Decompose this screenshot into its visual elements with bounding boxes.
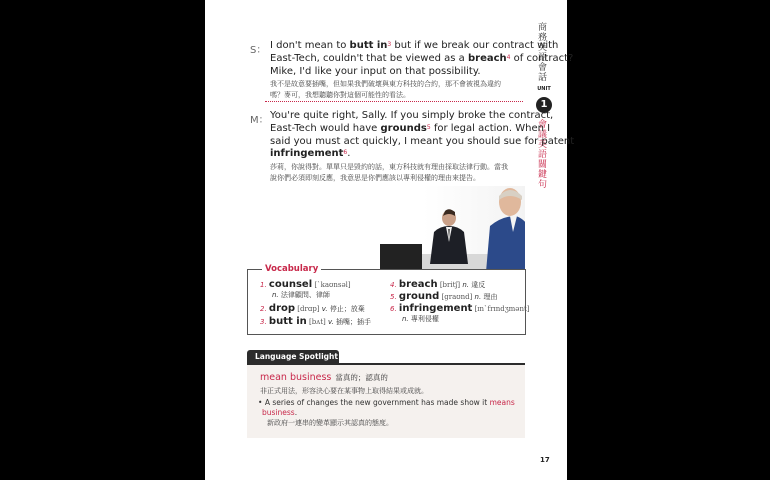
business-meeting-photo xyxy=(380,186,525,272)
spotlight-phrase: mean business 當真的；認真的 xyxy=(260,372,388,383)
dialog-line: You're quite right, Sally. If you simply broke the contract, xyxy=(270,110,554,121)
speaker-m: M： xyxy=(250,115,269,126)
page-number: 17 xyxy=(540,456,550,464)
vocabulary-title: Vocabulary xyxy=(262,264,321,274)
vocab-item: 2. drop [drɑp] v. 停止；放棄 xyxy=(260,303,365,314)
unit-subtitle: 會議英語關鍵句 xyxy=(536,119,546,189)
language-spotlight-tab: Language Spotlight xyxy=(247,350,339,364)
unit-number: 1 xyxy=(536,97,552,113)
dialog-line: Mike, I'd like your input on that possibility. xyxy=(270,65,481,77)
speaker-s: S： xyxy=(250,45,267,56)
unit-badge xyxy=(535,86,553,113)
dialog-line: infringement$^6$. xyxy=(270,148,351,160)
businessman-figure xyxy=(428,208,470,264)
client-figure xyxy=(482,186,525,272)
dotted-divider xyxy=(265,101,523,102)
dialog-line: I don't mean to butt $in^3$ but if we break our contract with xyxy=(270,40,559,51)
vocab-item: 1. counsel [ˋkaʊnsəl] n. 法律顧問、律師 xyxy=(260,279,351,299)
dialog-line: East-Tech, couldn't that be viewed as a breach$^4$ of contract? xyxy=(270,52,574,64)
spotlight-example: • A series of changes the new government has made show it means business. xyxy=(258,398,515,417)
dialog-translation: 莎莉，你說得對。單單只是毀約的話，東方科技就有理由採取法律行動。當我 說你們必須即刻反應，我意思是你們應該以專利侵權的理由來提告。 xyxy=(270,163,508,182)
vocab-item: 6. infringement [ɪnˋfrɪndʒmənt] n. 專利侵權 xyxy=(390,303,530,323)
laptop-icon xyxy=(380,244,422,272)
dialog-line: said you must act quickly, I meant you should sue for patent xyxy=(270,135,575,147)
dialog-translation: 我不是故意要插嘴，但如果我們破壞與東方科技的合約，那不會被視為違約 嗎？麥可，我想聽聽你對這個可能性的看法。 xyxy=(270,80,501,99)
spotlight-example-translation: 新政府一連串的變革顯示其認真的態度。 xyxy=(267,419,393,427)
unit-label: UNIT xyxy=(537,86,551,92)
dialog-line: East-Tech would have grounds$^5$ for legal action. When I xyxy=(270,122,551,134)
vocab-item: 4. breach [britʃ] n. 違反 xyxy=(390,279,486,290)
vocab-item: 5. ground [graʊnd] n. 理由 xyxy=(390,291,498,302)
book-title: 商務英語會話 xyxy=(536,22,546,82)
vocab-item: 3. butt in [bʌt] v. 插嘴；插手 xyxy=(260,316,372,327)
spotlight-definition: 非正式用法，形容決心要在某事物上取得結果或成就。 xyxy=(260,387,428,395)
